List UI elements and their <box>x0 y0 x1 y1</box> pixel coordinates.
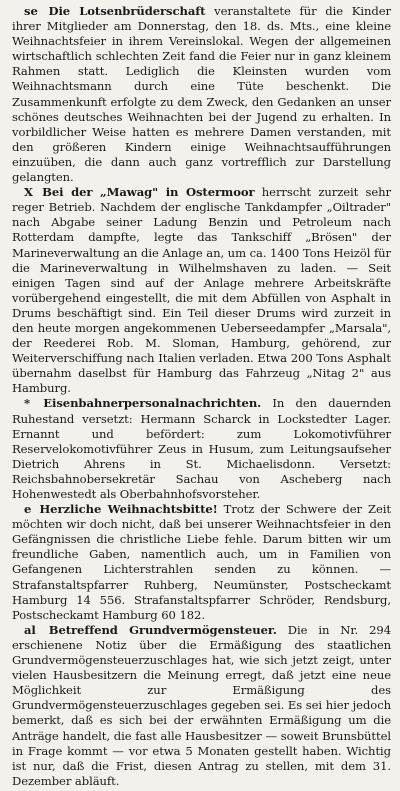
article-weihnachtsbitte <box>12 502 391 623</box>
article-lead: Eisenbahnerpersonalnachrichten. <box>43 396 262 411</box>
article-grundvermoegensteuer <box>12 623 391 789</box>
article-marker: se <box>24 4 38 18</box>
article-lead: Bei der „Mawag" in Ostermoor <box>42 185 255 200</box>
article-body: Die in Nr. 294 erschienene Notiz über die Ermäßigung des staatlichen Grundvermögensteuerzuschlages hat, wie sich jetzt zeigt, unter vielen Hausbesitzern die Meinung erregt, daß jetzt eine neue Möglichkeit zur Ermäßigung des Grundvermögensteuerzuschlages gegeben sei. Es sei hier jedoch bemerkt, daß es sich bei der erwähnten Ermäßigung um die Anträge handelt, die fast alle Hausbesitzer — soweit Brunsbüttel in Frage kommt — vor etwa 5 Monaten gestellt haben. Wichtig ist nur, daß die Frist, diesen Antrag zu stellen, mit dem 31. Dezember abläuft. <box>12 622 391 788</box>
article-body: Trotz der Schwere der Zeit möchten wir doch nicht, daß bei unserer Weihnachtsfeier in den Gefängnissen die christliche Liebe fehle. Darum bitten wir um freundliche Gaben, namentlich auch, um in Familien von Gefangenen Lichterstrahlen senden zu können. — Strafanstaltspfarrer Ruhberg, Neumünster, Postscheckamt Hamburg 14 556. Strafanstaltspfarrer Schröder, Rendsburg, Postscheckamt Hamburg 60 182. <box>12 502 391 622</box>
article-lotsenbruederschaft <box>12 4 391 185</box>
article-body: herrscht zurzeit sehr reger Betrieb. Nachdem der englische Tankdampfer „Oiltrader" nach Abgabe seiner Ladung Benzin und Petroleum nach Rotterdam dampfte, legte das Tankschiff „Brösen" der Marineverwaltung an die Anlage an, um ca. 1400 Tons Heizöl für die Marineverwaltung in Wilhelmshaven zu laden. — Seit einigen Tagen sind auf der Anlage mehrere Arbeitskräfte vorübergehend eingestellt, die mit dem Abfüllen von Asphalt in Drums beschäftigt sind. Ein Teil dieser Drums wird zurzeit in den heute morgen angekommenen Ueberseedampfer „Marsala", der Reederei Rob. M. Sloman, Hamburg, gehörend, zur Weiterverschiffung nach Italien verladen. Etwa 200 Tons Asphalt übernahm daselbst für Hamburg das Fahrzeug „Nitag 2" aus Hamburg. <box>12 185 392 396</box>
article-lead: Betreffend Grundvermögensteuer. <box>48 622 277 637</box>
article-marker: e <box>24 502 32 517</box>
article-marker: al <box>24 622 36 637</box>
article-lead: Herzliche Weihnachtsbitte! <box>39 502 218 517</box>
article-marker: X <box>24 185 33 200</box>
article-mawag-ostermoor <box>12 185 391 396</box>
article-eisenbahnerpersonal <box>12 396 391 502</box>
article-body: veranstaltete für die Kinder ihrer Mitglieder am Donnerstag, den 18. ds. Mts., eine kleine Weihnachtsfeier in ihrem Vereinslokal. Wegen der allgemeinen wirtschaftlich schlechten Zeit fand die Feier nur in ganz kleinem Rahmen statt. Lediglich die Kleinsten wurden vom Weihnachtsmann durch eine Tüte beschenkt. Die Zusammenkunft erfolgte zu dem Zweck, den Gedanken an unser schönes deutsches Weihnachten bei der Jugend zu erhalten. In vorbildlicher Weise hatten es mehrere Damen verstanden, mit den größeren Kindern einige Weihnachtsaufführungen einzuüben, die dann auch ganz vortrefflich zur Darstellung gelangten. <box>12 4 391 185</box>
article-marker: * <box>24 396 30 411</box>
article-lead: Die Lotsenbrüderschaft <box>48 4 206 18</box>
article-body: In den dauernden Ruhestand versetzt: Hermann Scharck in Lockstedter Lager. Ernannt und befördert: zum Lokomotivführer Reservelokomotivführer Zeus in Husum, zum Leitungsaufseher Dietrich Ahrens in St. Michaelisdonn. Versetzt: Reichsbahnobersekretär Sachau von Ascheberg nach Hohenwestedt als Oberbahnhofsvorsteher. <box>12 396 391 501</box>
